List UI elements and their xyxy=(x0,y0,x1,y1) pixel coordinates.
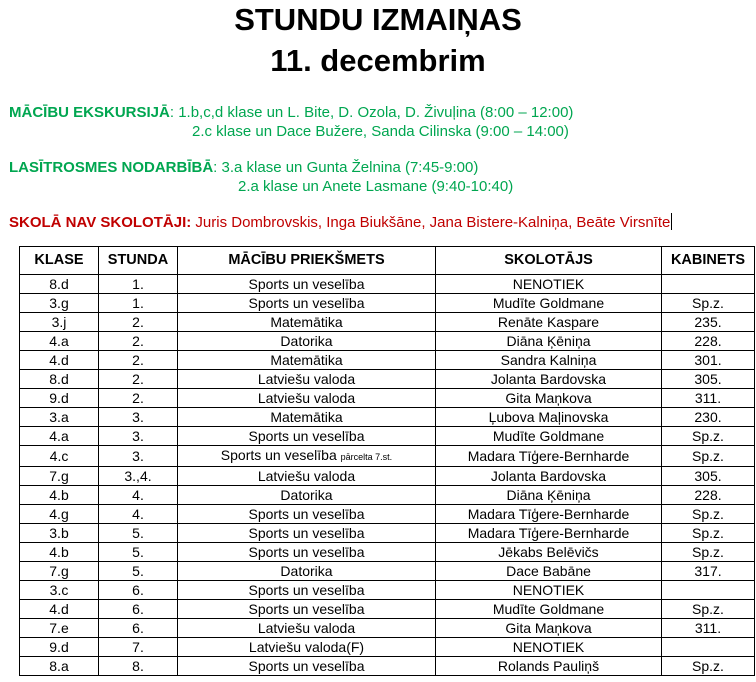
table-row xyxy=(20,524,755,543)
klase-cell: 4.d xyxy=(20,600,99,619)
klase-cell: 7.g xyxy=(20,467,99,486)
stunda-cell: 2. xyxy=(99,332,178,351)
table-row xyxy=(20,562,755,581)
subject-text: Latviešu valoda xyxy=(257,390,356,406)
subject-text: Sports un veselība xyxy=(248,525,365,541)
table-row xyxy=(20,370,755,389)
subject-text: Sports un veselība xyxy=(248,658,365,674)
absent-label: SKOLĀ NAV SKOLOTĀJI: xyxy=(9,214,192,231)
klase-cell: 7.g xyxy=(20,562,99,581)
subject-text: Matemātika xyxy=(270,409,343,425)
klase-cell: 4.b xyxy=(20,486,99,505)
teacher-cell: Dace Babāne xyxy=(436,562,662,581)
stunda-cell: 2. xyxy=(99,351,178,370)
excursion-line-2: 2.c klase un Dace Bužere, Sanda Cilinska (9:00 – 14:00) xyxy=(192,123,569,140)
excursion-label: MĀCĪBU EKSKURSIJĀ xyxy=(9,104,170,121)
teacher-cell: NENOTIEK xyxy=(436,275,662,294)
absent-teachers-notice xyxy=(9,213,672,232)
teacher-cell: Rolands Pauliņš xyxy=(436,657,662,676)
klase-cell: 4.b xyxy=(20,543,99,562)
subject-text: Datorika xyxy=(280,487,333,503)
table-row xyxy=(20,505,755,524)
klase-cell: 4.c xyxy=(20,446,99,467)
room-cell: Sp.z. xyxy=(662,543,755,562)
room-cell: 317. xyxy=(662,562,755,581)
subject-text: Datorika xyxy=(280,333,333,349)
subject-cell xyxy=(178,524,436,543)
stunda-cell: 7. xyxy=(99,638,178,657)
table-row xyxy=(20,619,755,638)
teacher-cell: Gita Maņkova xyxy=(436,389,662,408)
table-row xyxy=(20,657,755,676)
room-cell: Sp.z. xyxy=(662,294,755,313)
subject-cell xyxy=(178,600,436,619)
subject-cell xyxy=(178,619,436,638)
stunda-cell: 2. xyxy=(99,313,178,332)
subject-text: Sports un veselība xyxy=(248,428,365,444)
room-cell xyxy=(662,581,755,600)
subject-cell xyxy=(178,313,436,332)
subject-text: Sports un veselība xyxy=(248,295,365,311)
teacher-cell: NENOTIEK xyxy=(436,638,662,657)
reading-line-1: 3.a klase un Gunta Želnina (7:45-9:00) xyxy=(221,159,479,176)
table-row xyxy=(20,351,755,370)
room-cell: Sp.z. xyxy=(662,600,755,619)
subject-cell xyxy=(178,657,436,676)
header-klase: KLASE xyxy=(20,247,99,275)
stunda-cell: 2. xyxy=(99,389,178,408)
table-row xyxy=(20,543,755,562)
header-subject: MĀCĪBU PRIEKŠMETS xyxy=(178,247,436,275)
teacher-cell: Mudīte Goldmane xyxy=(436,294,662,313)
schedule-changes-table xyxy=(19,246,755,676)
room-cell: Sp.z. xyxy=(662,505,755,524)
stunda-cell: 5. xyxy=(99,543,178,562)
subject-cell xyxy=(178,505,436,524)
stunda-cell: 3. xyxy=(99,427,178,446)
table-row xyxy=(20,313,755,332)
klase-cell: 9.d xyxy=(20,638,99,657)
teacher-cell: Jolanta Bardovska xyxy=(436,370,662,389)
teacher-cell: Jēkabs Belēvičs xyxy=(436,543,662,562)
page-title: STUNDU IZMAIŅAS xyxy=(234,2,522,37)
subject-text: Sports un veselība xyxy=(248,582,365,598)
teacher-cell: NENOTIEK xyxy=(436,581,662,600)
header-teacher: SKOLOTĀJS xyxy=(436,247,662,275)
table-row xyxy=(20,389,755,408)
subject-cell xyxy=(178,351,436,370)
table-row xyxy=(20,275,755,294)
klase-cell: 7.e xyxy=(20,619,99,638)
subject-text: Sports un veselība xyxy=(248,276,365,292)
klase-cell: 3.c xyxy=(20,581,99,600)
room-cell: 305. xyxy=(662,370,755,389)
header-room: KABINETS xyxy=(662,247,755,275)
subject-text: Sports un veselība xyxy=(220,447,337,463)
subject-cell xyxy=(178,467,436,486)
table-row xyxy=(20,332,755,351)
subject-text: Sports un veselība xyxy=(248,544,365,560)
klase-cell: 9.d xyxy=(20,389,99,408)
teacher-cell: Madara Tīģere-Bernharde xyxy=(436,524,662,543)
room-cell: Sp.z. xyxy=(662,657,755,676)
stunda-cell: 6. xyxy=(99,581,178,600)
excursion-notice: MĀCĪBU EKSKURSIJĀ: 1.b,c,d klase un L. Bite, D. Ozola, D. Živuļina (8:00 – 12:00) xyxy=(9,104,574,121)
stunda-cell: 4. xyxy=(99,486,178,505)
teacher-cell: Sandra Kalniņa xyxy=(436,351,662,370)
room-cell: Sp.z. xyxy=(662,446,755,467)
klase-cell: 3.j xyxy=(20,313,99,332)
reading-label: LASĪTROSMES NODARBĪBĀ xyxy=(9,159,214,176)
table-row xyxy=(20,294,755,313)
stunda-cell: 4. xyxy=(99,505,178,524)
table-row xyxy=(20,638,755,657)
subject-cell xyxy=(178,543,436,562)
stunda-cell: 1. xyxy=(99,294,178,313)
subject-cell xyxy=(178,562,436,581)
table-row xyxy=(20,427,755,446)
stunda-cell: 1. xyxy=(99,275,178,294)
subject-note: pārcelta 7.st. xyxy=(340,452,393,462)
table-row xyxy=(20,446,755,467)
klase-cell: 4.a xyxy=(20,427,99,446)
text-cursor xyxy=(671,213,672,230)
subject-cell xyxy=(178,389,436,408)
room-cell: 228. xyxy=(662,332,755,351)
room-cell: 228. xyxy=(662,486,755,505)
klase-cell: 4.a xyxy=(20,332,99,351)
room-cell xyxy=(662,638,755,657)
table-row xyxy=(20,581,755,600)
table-row xyxy=(20,486,755,505)
subject-text: Latviešu valoda xyxy=(257,620,356,636)
subject-cell xyxy=(178,275,436,294)
stunda-cell: 3. xyxy=(99,446,178,467)
excursion-line-1: 1.b,c,d klase un L. Bite, D. Ozola, D. Živuļina (8:00 – 12:00) xyxy=(178,104,574,121)
stunda-cell: 3.,4. xyxy=(99,467,178,486)
room-cell: 311. xyxy=(662,389,755,408)
subject-cell xyxy=(178,581,436,600)
reading-notice: LASĪTROSMES NODARBĪBĀ: 3.a klase un Gunta Želnina (7:45-9:00) xyxy=(9,159,479,176)
stunda-cell: 3. xyxy=(99,408,178,427)
stunda-cell: 6. xyxy=(99,600,178,619)
subject-cell xyxy=(178,370,436,389)
room-cell: 305. xyxy=(662,467,755,486)
subject-cell xyxy=(178,408,436,427)
teacher-cell: Madara Tīģere-Bernharde xyxy=(436,446,662,467)
room-cell: Sp.z. xyxy=(662,524,755,543)
subject-cell xyxy=(178,446,436,467)
subject-cell xyxy=(178,427,436,446)
table-row xyxy=(20,408,755,427)
klase-cell: 3.g xyxy=(20,294,99,313)
subject-text: Sports un veselība xyxy=(248,601,365,617)
klase-cell: 4.g xyxy=(20,505,99,524)
teacher-cell: Diāna Ķēniņa xyxy=(436,486,662,505)
teacher-cell: Madara Tīģere-Bernharde xyxy=(436,505,662,524)
room-cell: 230. xyxy=(662,408,755,427)
teacher-cell: Mudīte Goldmane xyxy=(436,600,662,619)
klase-cell: 8.d xyxy=(20,275,99,294)
subject-cell xyxy=(178,486,436,505)
klase-cell: 3.b xyxy=(20,524,99,543)
subject-cell xyxy=(178,638,436,657)
teacher-cell: Jolanta Bardovska xyxy=(436,467,662,486)
page-date: 11. decembrim xyxy=(270,43,486,78)
subject-cell xyxy=(178,332,436,351)
klase-cell: 8.a xyxy=(20,657,99,676)
subject-text: Matemātika xyxy=(270,314,343,330)
subject-cell xyxy=(178,294,436,313)
stunda-cell: 8. xyxy=(99,657,178,676)
room-cell: Sp.z. xyxy=(662,427,755,446)
stunda-cell: 5. xyxy=(99,562,178,581)
subject-text: Matemātika xyxy=(270,352,343,368)
reading-line-2: 2.a klase un Anete Lasmane (9:40-10:40) xyxy=(238,178,514,195)
stunda-cell: 6. xyxy=(99,619,178,638)
room-cell: 311. xyxy=(662,619,755,638)
subject-text: Latviešu valoda(F) xyxy=(248,639,365,655)
subject-text: Latviešu valoda xyxy=(257,468,356,484)
subject-text: Sports un veselība xyxy=(248,506,365,522)
klase-cell: 3.a xyxy=(20,408,99,427)
room-cell xyxy=(662,275,755,294)
subject-text: Datorika xyxy=(280,563,333,579)
table-row xyxy=(20,600,755,619)
teacher-cell: Renāte Kaspare xyxy=(436,313,662,332)
table-row xyxy=(20,467,755,486)
teacher-cell: Mudīte Goldmane xyxy=(436,427,662,446)
teacher-cell: Diāna Ķēniņa xyxy=(436,332,662,351)
stunda-cell: 5. xyxy=(99,524,178,543)
subject-text: Latviešu valoda xyxy=(257,371,356,387)
klase-cell: 8.d xyxy=(20,370,99,389)
table-header-row xyxy=(20,247,755,275)
teacher-cell: Ļubova Maļinovska xyxy=(436,408,662,427)
room-cell: 301. xyxy=(662,351,755,370)
stunda-cell: 2. xyxy=(99,370,178,389)
header-stunda: STUNDA xyxy=(99,247,178,275)
room-cell: 235. xyxy=(662,313,755,332)
klase-cell: 4.d xyxy=(20,351,99,370)
teacher-cell: Gita Maņkova xyxy=(436,619,662,638)
absent-names: Juris Dombrovskis, Inga Biukšāne, Jana Bistere-Kalniņa, Beāte Virsnīte xyxy=(195,214,671,231)
